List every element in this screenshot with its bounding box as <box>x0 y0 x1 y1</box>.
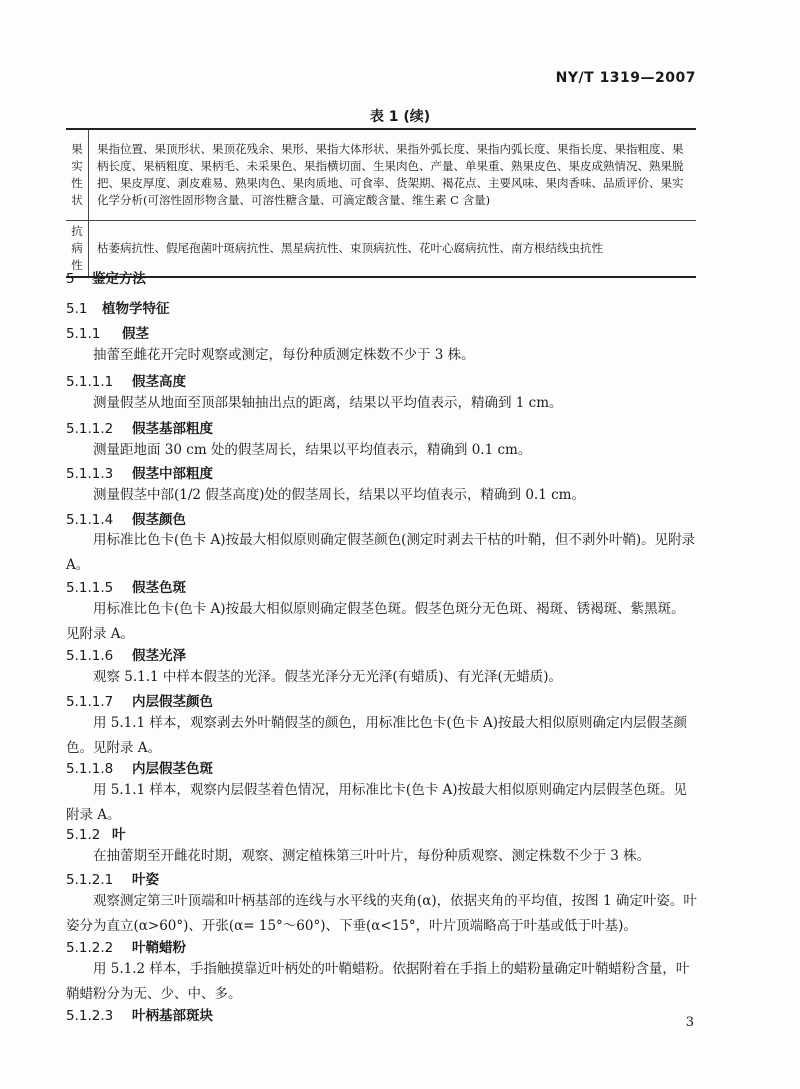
descriptor-table <box>66 128 696 278</box>
table-row <box>66 221 696 278</box>
paragraph: 测量假茎从地面至顶部果轴抽出点的距离，结果以平均值表示，精确到 1 cm。 <box>93 395 563 411</box>
section-title: 5.1.1 假茎 <box>66 326 149 342</box>
paragraph: 观察测定第三叶顶端和叶柄基部的连线与水平线的夹角(α)，依据夹角的平均值，按图 1 确定叶姿。叶姿分为直立(α>60°)、开张(α= 15°～60°)、下垂(α<15°，叶片顶端略高于叶基或低于叶基)。 <box>66 893 697 934</box>
paragraph: 用 5.1.1 样本，观察剥去外叶鞘假茎的颜色，用标准比色卡(色卡 A)按最大相似原则确定内层假茎颜色。见附录 A。 <box>66 715 688 756</box>
section-title: 5 鉴定方法 <box>66 271 146 287</box>
category-cell: 抗 病 性 <box>66 221 89 278</box>
section-title: 5.1.1.6 假茎光泽 <box>66 648 186 664</box>
table-caption: 表 1 (续) <box>369 109 431 125</box>
paragraph: 测量假茎中部(1/2 假茎高度)处的假茎周长，结果以平均值表示，精确到 0.1 cm。 <box>93 487 585 503</box>
table-row <box>66 129 696 221</box>
category-cell: 果 实 性 状 <box>66 129 89 221</box>
section-title: 5.1.1.5 假茎色斑 <box>66 580 186 596</box>
section-title: 5.1.2.2 叶鞘蜡粉 <box>66 940 186 956</box>
traits-cell: 枯萎病抗性、假尾孢菌叶斑病抗性、黑星病抗性、束顶病抗性、花叶心腐病抗性、南方根结线虫抗性 <box>89 221 697 278</box>
paragraph: 用 5.1.1 样本，观察内层假茎着色情况，用标准比卡(色卡 A)按最大相似原则确定内层假茎色斑。见附录 A。 <box>66 782 688 823</box>
paragraph: 用标准比色卡(色卡 A)按最大相似原则确定假茎色斑。假茎色斑分无色斑、褐斑、锈褐斑、紫黑斑。见附录 A。 <box>66 601 685 642</box>
section-title: 5.1.1.7 内层假茎颜色 <box>66 694 213 710</box>
section-title: 5.1.2 叶 <box>66 827 126 843</box>
paragraph: 抽蕾至雌花开完时观察或测定，每份种质测定株数不少于 3 株。 <box>93 347 475 363</box>
section-title: 5.1 植物学特征 <box>66 301 170 317</box>
section-title: 5.1.1.8 内层假茎色斑 <box>66 761 213 777</box>
section-title: 5.1.2.3 叶柄基部斑块 <box>66 1008 213 1024</box>
section-title: 5.1.2.1 叶姿 <box>66 872 159 888</box>
paragraph: 在抽蕾期至开雌花时期，观察、测定植株第三叶叶片，每份种质观察、测定株数不少于 3 株。 <box>93 848 651 864</box>
section-title: 5.1.1.1 假茎高度 <box>66 374 186 390</box>
paragraph: 测量距地面 30 cm 处的假茎周长，结果以平均值表示，精确到 0.1 cm。 <box>93 442 532 458</box>
traits-cell: 果指位置、果顶形状、果顶花残余、果形、果指大体形状、果指外弧长度、果指内弧长度、果指长度、果指粗度、果柄长度、果柄粗度、果柄毛、未采果色、果指横切面、生果肉色、产量、单果重、熟果皮色、果皮成熟情况、熟果脱把、果皮厚度、剥皮难易、熟果肉色、果肉质地、可食率、货架期、褐花点、主要风味、果肉香味、品质评价、果实化学分析(可溶性固形物含量、可溶性糖含量、可滴定酸含量、维生素 C 含量) <box>97 142 684 207</box>
paragraph: 观察 5.1.1 中样本假茎的光泽。假茎光泽分无光泽(有蜡质)、有光泽(无蜡质)。 <box>93 669 562 685</box>
paragraph: 用标准比色卡(色卡 A)按最大相似原则确定假茎颜色(测定时剥去干枯的叶鞘，但不剥外叶鞘)。见附录 A。 <box>66 532 696 573</box>
section-title: 5.1.1.2 假茎基部粗度 <box>66 421 213 437</box>
section-title: 5.1.1.3 假茎中部粗度 <box>66 466 213 482</box>
standard-number: NY/T 1319—2007 <box>555 70 696 86</box>
paragraph: 用 5.1.2 样本，手指触摸靠近叶柄处的叶鞘蜡粉。依据附着在手指上的蜡粉量确定叶鞘蜡粉含量，叶鞘蜡粉分为无、少、中、多。 <box>66 961 690 1002</box>
page-number: 3 <box>685 1015 694 1030</box>
section-title: 5.1.1.4 假茎颜色 <box>66 512 186 528</box>
